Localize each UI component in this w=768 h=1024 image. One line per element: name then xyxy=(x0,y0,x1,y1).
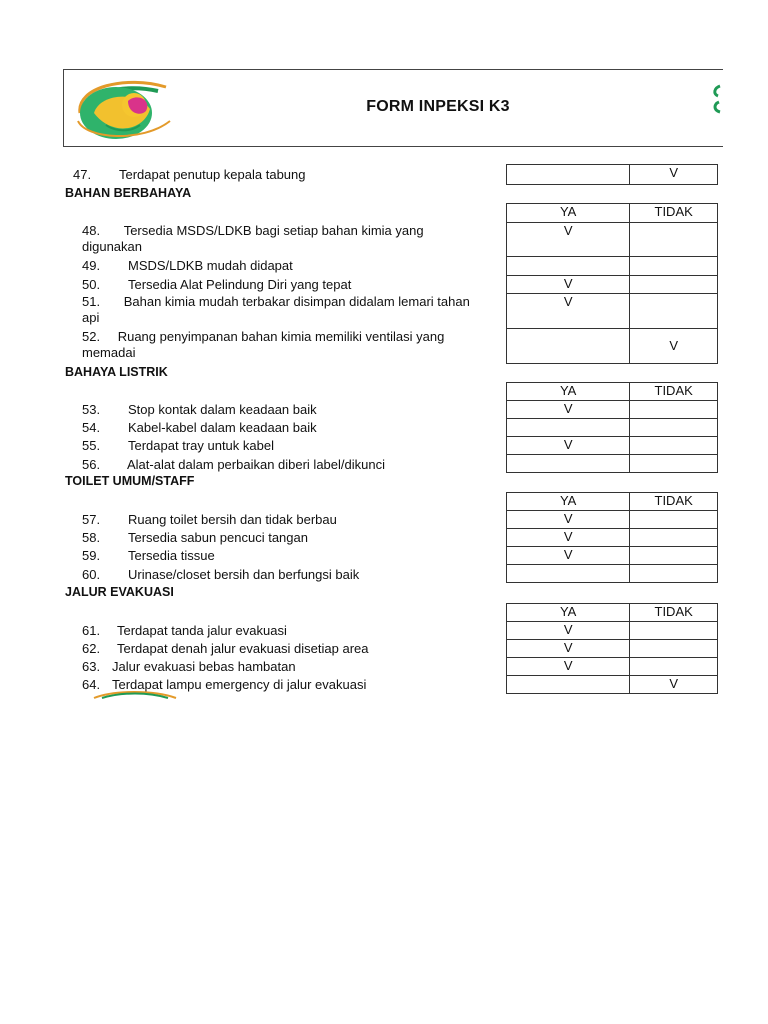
item-50-tidak-cell xyxy=(630,276,718,294)
item-64-ya-cell xyxy=(507,676,630,694)
item-57-tidak-cell xyxy=(630,511,718,529)
item-55-tidak-cell xyxy=(630,437,718,455)
item-59-text: Tersedia tissue xyxy=(128,548,215,563)
item-58-tidak-cell xyxy=(630,529,718,547)
item-48-number: 48. xyxy=(82,223,101,238)
item-64-text: Terdapat lampu emergency di jalur evakuasi xyxy=(112,677,367,692)
bahan-berbahaya-table xyxy=(506,203,718,364)
item-56-text: Alat-alat dalam perbaikan diberi label/dikunci xyxy=(127,457,385,472)
item-48-text-line1: Tersedia MSDS/LDKB bagi setiap bahan kimia yang xyxy=(123,223,424,238)
item-52-number: 52. xyxy=(82,329,101,344)
toilet-table xyxy=(506,492,718,583)
section-bahan-berbahaya: BAHAN BERBAHAYA xyxy=(65,186,192,200)
item-57-number: 57. xyxy=(82,512,101,527)
item-59-number: 59. xyxy=(82,548,101,563)
item-61-ya-cell: V xyxy=(507,622,630,640)
item-58-text: Tersedia sabun pencuci tangan xyxy=(128,530,308,545)
item-64-number: 64. xyxy=(82,677,101,692)
item-60-ya-cell xyxy=(507,565,630,583)
item-50-ya-cell: V xyxy=(507,276,630,294)
item-60-text: Urinase/closet bersih dan berfungsi baik xyxy=(128,567,360,582)
item-52-text-line1: Ruang penyimpanan bahan kimia memiliki ventilasi yang xyxy=(117,329,445,344)
header-tidak: TIDAK xyxy=(630,604,718,622)
item-53-tidak-cell xyxy=(630,401,718,419)
item-61-text: Terdapat tanda jalur evakuasi xyxy=(117,623,287,638)
item-56-tidak-cell xyxy=(630,455,718,473)
item-61-tidak-cell xyxy=(630,622,718,640)
item-49-ya-cell xyxy=(507,257,630,276)
item-57-ya-cell: V xyxy=(507,511,630,529)
item-48 xyxy=(82,223,512,255)
item-59-ya-cell: V xyxy=(507,547,630,565)
item-54-tidak-cell xyxy=(630,419,718,437)
item-51-text-line2: api xyxy=(82,310,100,325)
item-55-ya-cell: V xyxy=(507,437,630,455)
item-54-text: Kabel-kabel dalam keadaan baik xyxy=(128,420,317,435)
item-58-number: 58. xyxy=(82,530,101,545)
section-bahaya-listrik: BAHAYA LISTRIK xyxy=(65,365,168,379)
item-62-tidak-cell xyxy=(630,640,718,658)
item-56-number: 56. xyxy=(82,457,101,472)
item-54-number: 54. xyxy=(82,420,101,435)
item-52-text-line2: memadai xyxy=(82,345,136,360)
item-47-number: 47. xyxy=(73,167,92,182)
jalur-evakuasi-table xyxy=(506,603,718,694)
item-48-ya-cell: V xyxy=(507,223,630,257)
header-tidak: TIDAK xyxy=(630,493,718,511)
item-53-number: 53. xyxy=(82,402,101,417)
item-47-tidak-cell: V xyxy=(630,165,718,185)
item-60-tidak-cell xyxy=(630,565,718,583)
item-50-number: 50. xyxy=(82,277,101,292)
item-48-tidak-cell xyxy=(630,223,718,257)
item-51 xyxy=(82,294,512,326)
item-53-text: Stop kontak dalam keadaan baik xyxy=(128,402,317,417)
bahaya-listrik-table xyxy=(506,382,718,473)
item-63-tidak-cell xyxy=(630,658,718,676)
item-50-text: Tersedia Alat Pelindung Diri yang tepat xyxy=(128,277,352,292)
header-tidak: TIDAK xyxy=(630,204,718,223)
item-54-ya-cell xyxy=(507,419,630,437)
item-49-text: MSDS/LDKB mudah didapat xyxy=(128,258,293,273)
item-51-tidak-cell xyxy=(630,294,718,329)
item-52 xyxy=(82,329,512,361)
item-51-text-line1: Bahan kimia mudah terbakar disimpan didalam lemari tahan xyxy=(123,294,470,309)
watermark-logo-arc-icon xyxy=(92,689,178,699)
item-63-text: Jalur evakuasi bebas hambatan xyxy=(112,659,296,674)
item-47-answer-table xyxy=(506,164,718,185)
item-48-text-line2: digunakan xyxy=(82,239,142,254)
item-62-text: Terdapat denah jalur evakuasi disetiap area xyxy=(117,641,369,656)
form-title: FORM INPEKSI K3 xyxy=(366,98,510,115)
header-ya: YA xyxy=(507,493,630,511)
item-55-number: 55. xyxy=(82,438,101,453)
item-51-ya-cell: V xyxy=(507,294,630,329)
item-51-number: 51. xyxy=(82,294,101,309)
item-61-number: 61. xyxy=(82,623,101,638)
item-49-tidak-cell xyxy=(630,257,718,276)
item-62-ya-cell: V xyxy=(507,640,630,658)
item-55-text: Terdapat tray untuk kabel xyxy=(128,438,274,453)
item-47-text: Terdapat penutup kepala tabung xyxy=(119,167,306,182)
item-64-tidak-cell: V xyxy=(630,676,718,694)
item-58-ya-cell: V xyxy=(507,529,630,547)
item-62-number: 62. xyxy=(82,641,101,656)
item-57-text: Ruang toilet bersih dan tidak berbau xyxy=(128,512,337,527)
header-ya: YA xyxy=(507,383,630,401)
item-52-ya-cell xyxy=(507,329,630,364)
item-52-tidak-cell: V xyxy=(630,329,718,364)
item-59-tidak-cell xyxy=(630,547,718,565)
item-49-number: 49. xyxy=(82,258,101,273)
header-ya: YA xyxy=(507,204,630,223)
section-toilet: TOILET UMUM/STAFF xyxy=(65,474,195,488)
item-47-ya-cell xyxy=(507,165,630,185)
header-ya: YA xyxy=(507,604,630,622)
section-jalur-evakuasi: JALUR EVAKUASI xyxy=(65,585,174,599)
item-63-ya-cell: V xyxy=(507,658,630,676)
item-56-ya-cell xyxy=(507,455,630,473)
header-tidak: TIDAK xyxy=(630,383,718,401)
item-63-number: 63. xyxy=(82,659,101,674)
item-53-ya-cell: V xyxy=(507,401,630,419)
item-60-number: 60. xyxy=(82,567,101,582)
